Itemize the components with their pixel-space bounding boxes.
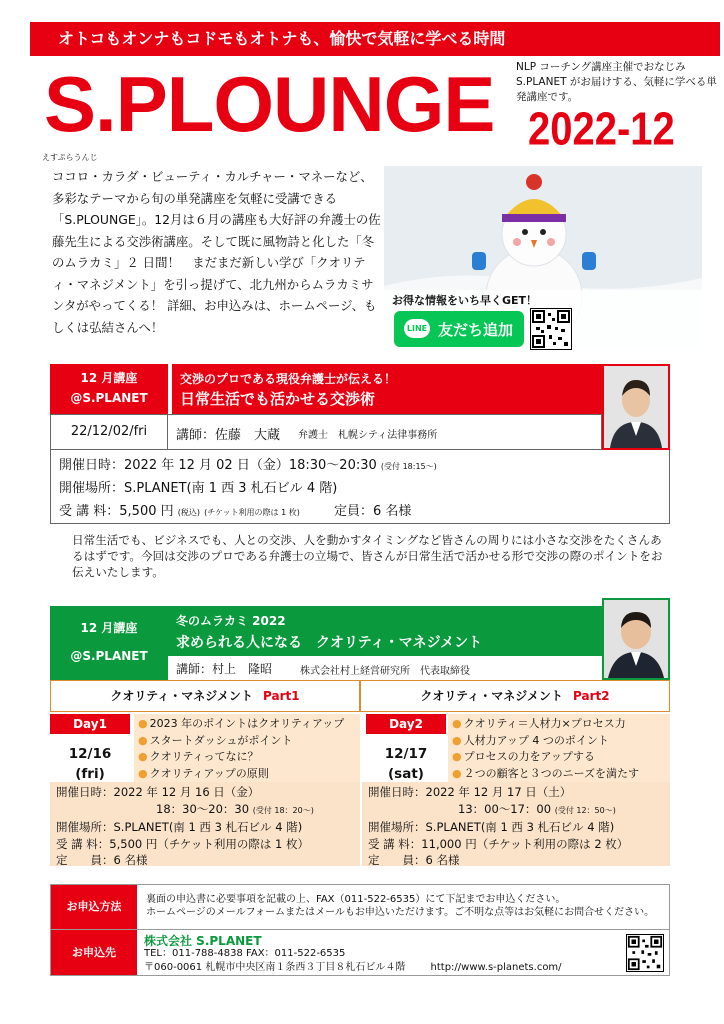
part2-topic: ● 人材力アップ 4 つのポイント: [452, 733, 666, 750]
instructor-portrait-icon: [604, 600, 668, 678]
part2-topic: ● プロセスの力をアップする: [452, 749, 666, 766]
course2-label-month: 12 月講座: [80, 621, 138, 635]
part2-header: [360, 680, 670, 712]
part2-sched-capacity: 定 員：6 名様: [368, 853, 460, 868]
contact-address-line: [144, 961, 562, 974]
part2-sched-time-line: [368, 801, 664, 820]
part2-sched-date: 開催日時：2022 年 12 月 17 日（土）: [368, 785, 572, 799]
course1-date: 22/12/02/fri: [50, 414, 168, 450]
lead-text: ココロ・カラダ・ビューティ・カルチャー・マネーなど、多彩なテーマから旬の単発講座を気軽に受講できる「S.PLOUNGE」。12月は６月の講座も大好評の弁護士の佐藤先生による交渉術講座。そして既に風物詩と化した「冬のムラカミ」２ 日間！ まだまだ新しい学び「クオリティ・マネジメント」を引っ提げて、北九州からムラカミサンタがやってくる！ 詳細、お申込みは、ホームページ、もしくは弘結さんへ！: [52, 169, 381, 335]
part1-head-label: クオリティ・マネジメント: [110, 689, 253, 703]
footer-divider: [51, 929, 669, 930]
part2-topic: ● ２つの顧客と３つのニーズを満たす: [452, 766, 666, 783]
course2-label-venue: @S.PLANET: [70, 649, 148, 663]
course1-fee-note: (チケット利用の際は 1 枚): [204, 508, 300, 517]
line-button-label: 友だち追加: [438, 321, 514, 339]
part1-day-tag: Day1: [50, 714, 130, 734]
course2-title: 求められる人になる クオリティ・マネジメント: [176, 635, 483, 651]
course1-datetime-note: (受付 18:15～): [380, 462, 437, 471]
part2-sched-time: 13：00～17：00: [458, 801, 552, 816]
course1-label-venue: @S.PLANET: [70, 391, 148, 405]
line-qr-code[interactable]: [530, 308, 572, 350]
part1-header: [50, 680, 360, 712]
course1-fee-line: [59, 500, 411, 519]
apply-method-line2: ホームページのメールフォームまたはメールもお申込いただけます。ご不明な点等はお気軽にお問合せください。: [146, 907, 655, 918]
part1-sched-venue: 開催場所：S.PLANET(南 1 西 3 札石ビル 4 階): [56, 820, 303, 835]
instructor-portrait-icon: [604, 366, 668, 448]
part2-sched-venue: 開催場所：S.PLANET(南 1 西 3 札石ビル 4 階): [368, 820, 615, 835]
logo-ruby: えすぷらうんじ: [42, 153, 98, 162]
course1-instructor-photo: [602, 364, 670, 450]
course1-description: 日常生活でも、ビジネスでも、人との交渉、人を動かすタイミングなど皆さんの周りには小さな交渉をたくさんあるはずです。今回は交渉のプロである弁護士の立場で、皆さんが日常生活で活かせる形で交渉の際のポイントをお伝えいたします。: [72, 533, 663, 579]
contact-phone: TEL：011-788-4838 FAX：011-522-6535: [144, 948, 346, 959]
course1-datetime-line: [59, 454, 437, 473]
issue-year: 2022-12: [528, 104, 675, 155]
apply-method-label: お申込方法: [51, 885, 137, 929]
contact-address: 〒060-0061 札幌市中央区南１条西３丁目８札石ビル４階: [144, 962, 406, 973]
part1-sched-fee: 受 講 料：5,500 円（チケット利用の際は 1 枚）: [56, 836, 309, 851]
course1-instructor: [168, 414, 602, 450]
course1-label: [50, 364, 168, 414]
part2-topics: [448, 714, 670, 782]
part1-sched-time: 18：30～20：30: [156, 801, 250, 816]
course1-subtitle: 交渉のプロである現役弁護士が伝える！: [180, 372, 397, 386]
part2-head-label: クオリティ・マネジメント: [420, 689, 563, 703]
course2-instructor: [168, 656, 602, 680]
apply-method-line1: 裏面の申込書に必要事項を記載の上、FAX（011-522-6535）にて下記までお申込ください。: [146, 894, 566, 905]
course2-label: [50, 606, 168, 680]
website-qr-code[interactable]: [626, 934, 664, 972]
course1-instructor-name: 講師：佐藤 大蔵: [176, 428, 281, 443]
line-badge: LINE: [404, 319, 430, 338]
course1-capacity: 定員：6 名様: [334, 504, 412, 519]
part1-topic: ● クオリティってなに？: [138, 749, 356, 766]
logo: S.PLOUNGE: [44, 60, 495, 148]
part2-sched-fee: 受 講 料：11,000 円（チケット利用の際は 2 枚）: [368, 836, 629, 851]
part2-topic: ● クオリティ＝人材力×プロセス力: [452, 716, 666, 733]
top-banner: オトコもオンナもコドモもオトナも、愉快で気軽に学べる時間: [30, 22, 720, 56]
part2-schedule: [362, 782, 670, 866]
part2-sched-time-note: (受付 12：50～): [554, 805, 616, 815]
apply-method-text: [146, 893, 666, 919]
course1-info: [50, 450, 670, 524]
course1-instructor-note: 弁護士 札幌シティ法律事務所: [298, 430, 438, 441]
line-add-friend-button[interactable]: [394, 311, 524, 347]
part1-schedule: [50, 782, 360, 866]
qr-icon: [627, 935, 663, 971]
part1-sched-time-note: (受付 18：20～): [252, 805, 314, 815]
course1-fee-tax: (税込): [177, 508, 201, 517]
part1-part-label: Part1: [263, 689, 300, 703]
course1-label-month: 12 月講座: [80, 371, 138, 385]
part1-topic: ● スタートダッシュがポイント: [138, 733, 356, 750]
company-name: 株式会社 S.PLANET: [144, 934, 262, 948]
contact-url[interactable]: http://www.s-planets.com/: [430, 962, 562, 973]
part1-sched-time-line: [56, 801, 354, 820]
course2-subtitle: 冬のムラカミ 2022: [176, 614, 286, 628]
part1-weekday: (fri): [75, 766, 105, 782]
part1-topic: ● クオリティアップの原則: [138, 766, 356, 783]
part1-date: 12/16: [68, 746, 112, 762]
course2-instructor-note: 株式会社村上経営研究所 代表取締役: [300, 666, 470, 677]
part1-sched-capacity: 定 員：6 名様: [56, 853, 148, 868]
part2-weekday: (sat): [388, 766, 424, 782]
course1-venue: 開催場所：S.PLANET(南 1 西 3 札石ビル 4 階): [59, 481, 338, 496]
part1-topics: [134, 714, 360, 782]
course1-title: 日常生活でも活かせる交渉術: [180, 390, 376, 408]
part2-part-label: Part2: [573, 689, 610, 703]
course1-datetime: 開催日時：2022 年 12 月 02 日（金）18:30～20:30: [59, 458, 377, 473]
part1-topic: ● 2023 年のポイントはクオリティアップ: [138, 716, 356, 733]
course2-instructor-photo: [602, 598, 670, 680]
course1-title-box: [172, 364, 602, 414]
course2-title-box: [168, 606, 602, 656]
part2-date: 12/17: [384, 746, 428, 762]
qr-icon: [531, 309, 571, 349]
part1-sched-date: 開催日時：2022 年 12 月 16 日（金）: [56, 785, 260, 799]
intro-side-text: NLP コーチング講座主催でおなじみ S.PLANET がお届けする、気軽に学べる単発講座です。: [516, 61, 717, 103]
course2-instructor-name: 講師：村上 隆昭: [176, 662, 273, 676]
apply-to-label: お申込先: [51, 930, 137, 975]
course1-fee: 受 講 料：5,500 円: [59, 504, 174, 519]
promo-title: お得な情報をいち早くGET！: [392, 294, 538, 307]
part2-day-tag: Day2: [366, 714, 446, 734]
